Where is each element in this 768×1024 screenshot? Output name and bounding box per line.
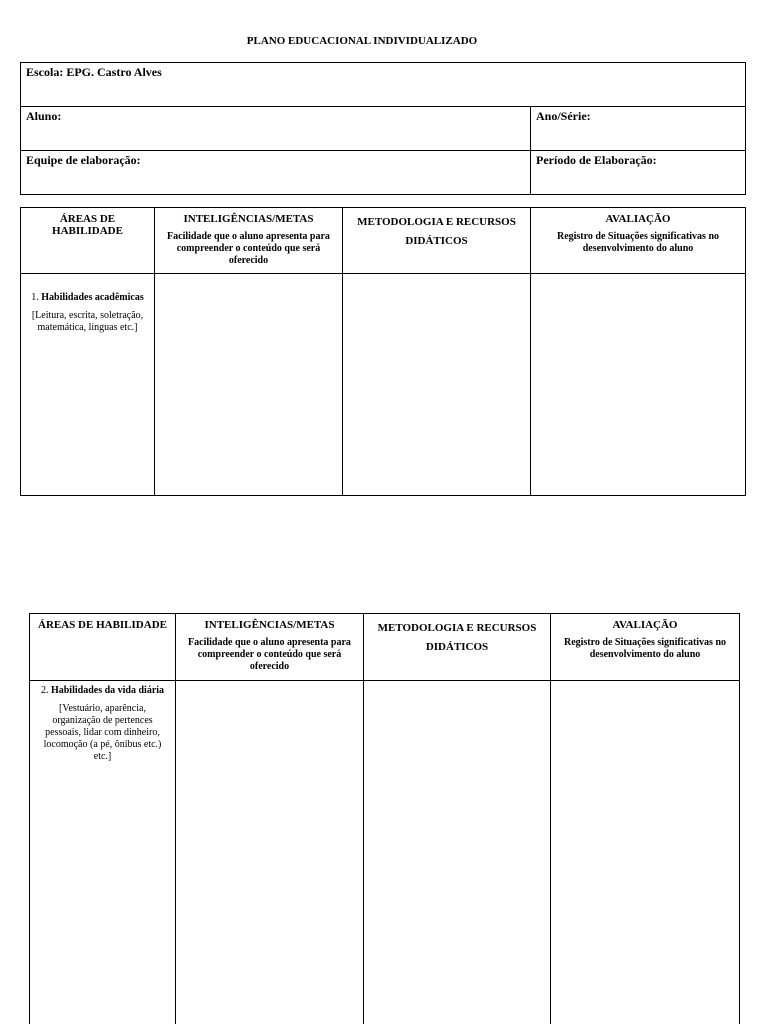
document-title: PLANO EDUCACIONAL INDIVIDUALIZADO — [246, 35, 478, 47]
plan-table-1 — [20, 207, 746, 496]
evaluation-cell[interactable] — [531, 274, 746, 496]
student-field: Aluno: — [21, 107, 531, 151]
skill-area-cell — [30, 681, 176, 1024]
column-header-intelligences-label: INTELIGÊNCIAS/METAS — [183, 213, 314, 225]
column-header-intelligences — [176, 614, 364, 681]
grade-field: Ano/Série: — [531, 107, 746, 151]
column-header-methodology — [364, 614, 551, 681]
skill-description: [Vestuário, aparência, organização de pertences pessoais, lidar com dinheiro, locomoção (a pé, ônibus etc.) etc.] — [43, 703, 162, 762]
column-header-methodology-label: METODOLOGIA E RECURSOS DIDÁTICOS — [357, 216, 516, 247]
school-field: Escola: EPG. Castro Alves — [21, 63, 746, 107]
skill-title: Habilidades acadêmicas — [41, 292, 144, 303]
team-field: Equipe de elaboração: — [21, 151, 531, 195]
skill-description: [Leitura, escrita, soletração, matemática, línguas etc.] — [31, 310, 144, 333]
header-form-table — [20, 62, 746, 195]
period-field: Período de Elaboração: — [531, 151, 746, 195]
column-header-evaluation-sub: Registro de Situações significativas no desenvolvimento do aluno — [556, 231, 720, 254]
intelligences-cell[interactable] — [155, 274, 343, 496]
column-header-evaluation-sub: Registro de Situações significativas no desenvolvimento do aluno — [563, 637, 727, 660]
methodology-cell[interactable] — [343, 274, 531, 496]
column-header-evaluation-label: AVALIAÇÃO — [612, 619, 678, 631]
column-header-intelligences — [155, 208, 343, 274]
column-header-evaluation-label: AVALIAÇÃO — [605, 213, 671, 225]
skill-number: 1. — [31, 292, 39, 303]
column-header-areas-label: ÁREAS DE HABILIDADE — [52, 213, 123, 237]
skill-area-cell — [21, 274, 155, 496]
intelligences-cell[interactable] — [176, 681, 364, 1024]
methodology-cell[interactable] — [364, 681, 551, 1024]
column-header-areas — [21, 208, 155, 274]
column-header-evaluation — [551, 614, 740, 681]
column-header-methodology-label: METODOLOGIA E RECURSOS DIDÁTICOS — [377, 622, 537, 653]
skill-title: Habilidades da vida diária — [50, 685, 165, 696]
column-header-areas — [30, 614, 176, 681]
column-header-areas-label: ÁREAS DE HABILIDADE — [38, 619, 167, 631]
column-header-intelligences-sub: Facilidade que o aluno apresenta para compreender o conteúdo que será oferecido — [167, 231, 330, 266]
column-header-methodology — [343, 208, 531, 274]
plan-table-2 — [29, 613, 740, 1024]
column-header-intelligences-sub: Facilidade que o aluno apresenta para compreender o conteúdo que será oferecido — [188, 637, 351, 672]
column-header-intelligences-label: INTELIGÊNCIAS/METAS — [204, 619, 335, 631]
evaluation-cell[interactable] — [551, 681, 740, 1024]
column-header-evaluation — [531, 208, 746, 274]
skill-number: 2. — [40, 685, 49, 696]
